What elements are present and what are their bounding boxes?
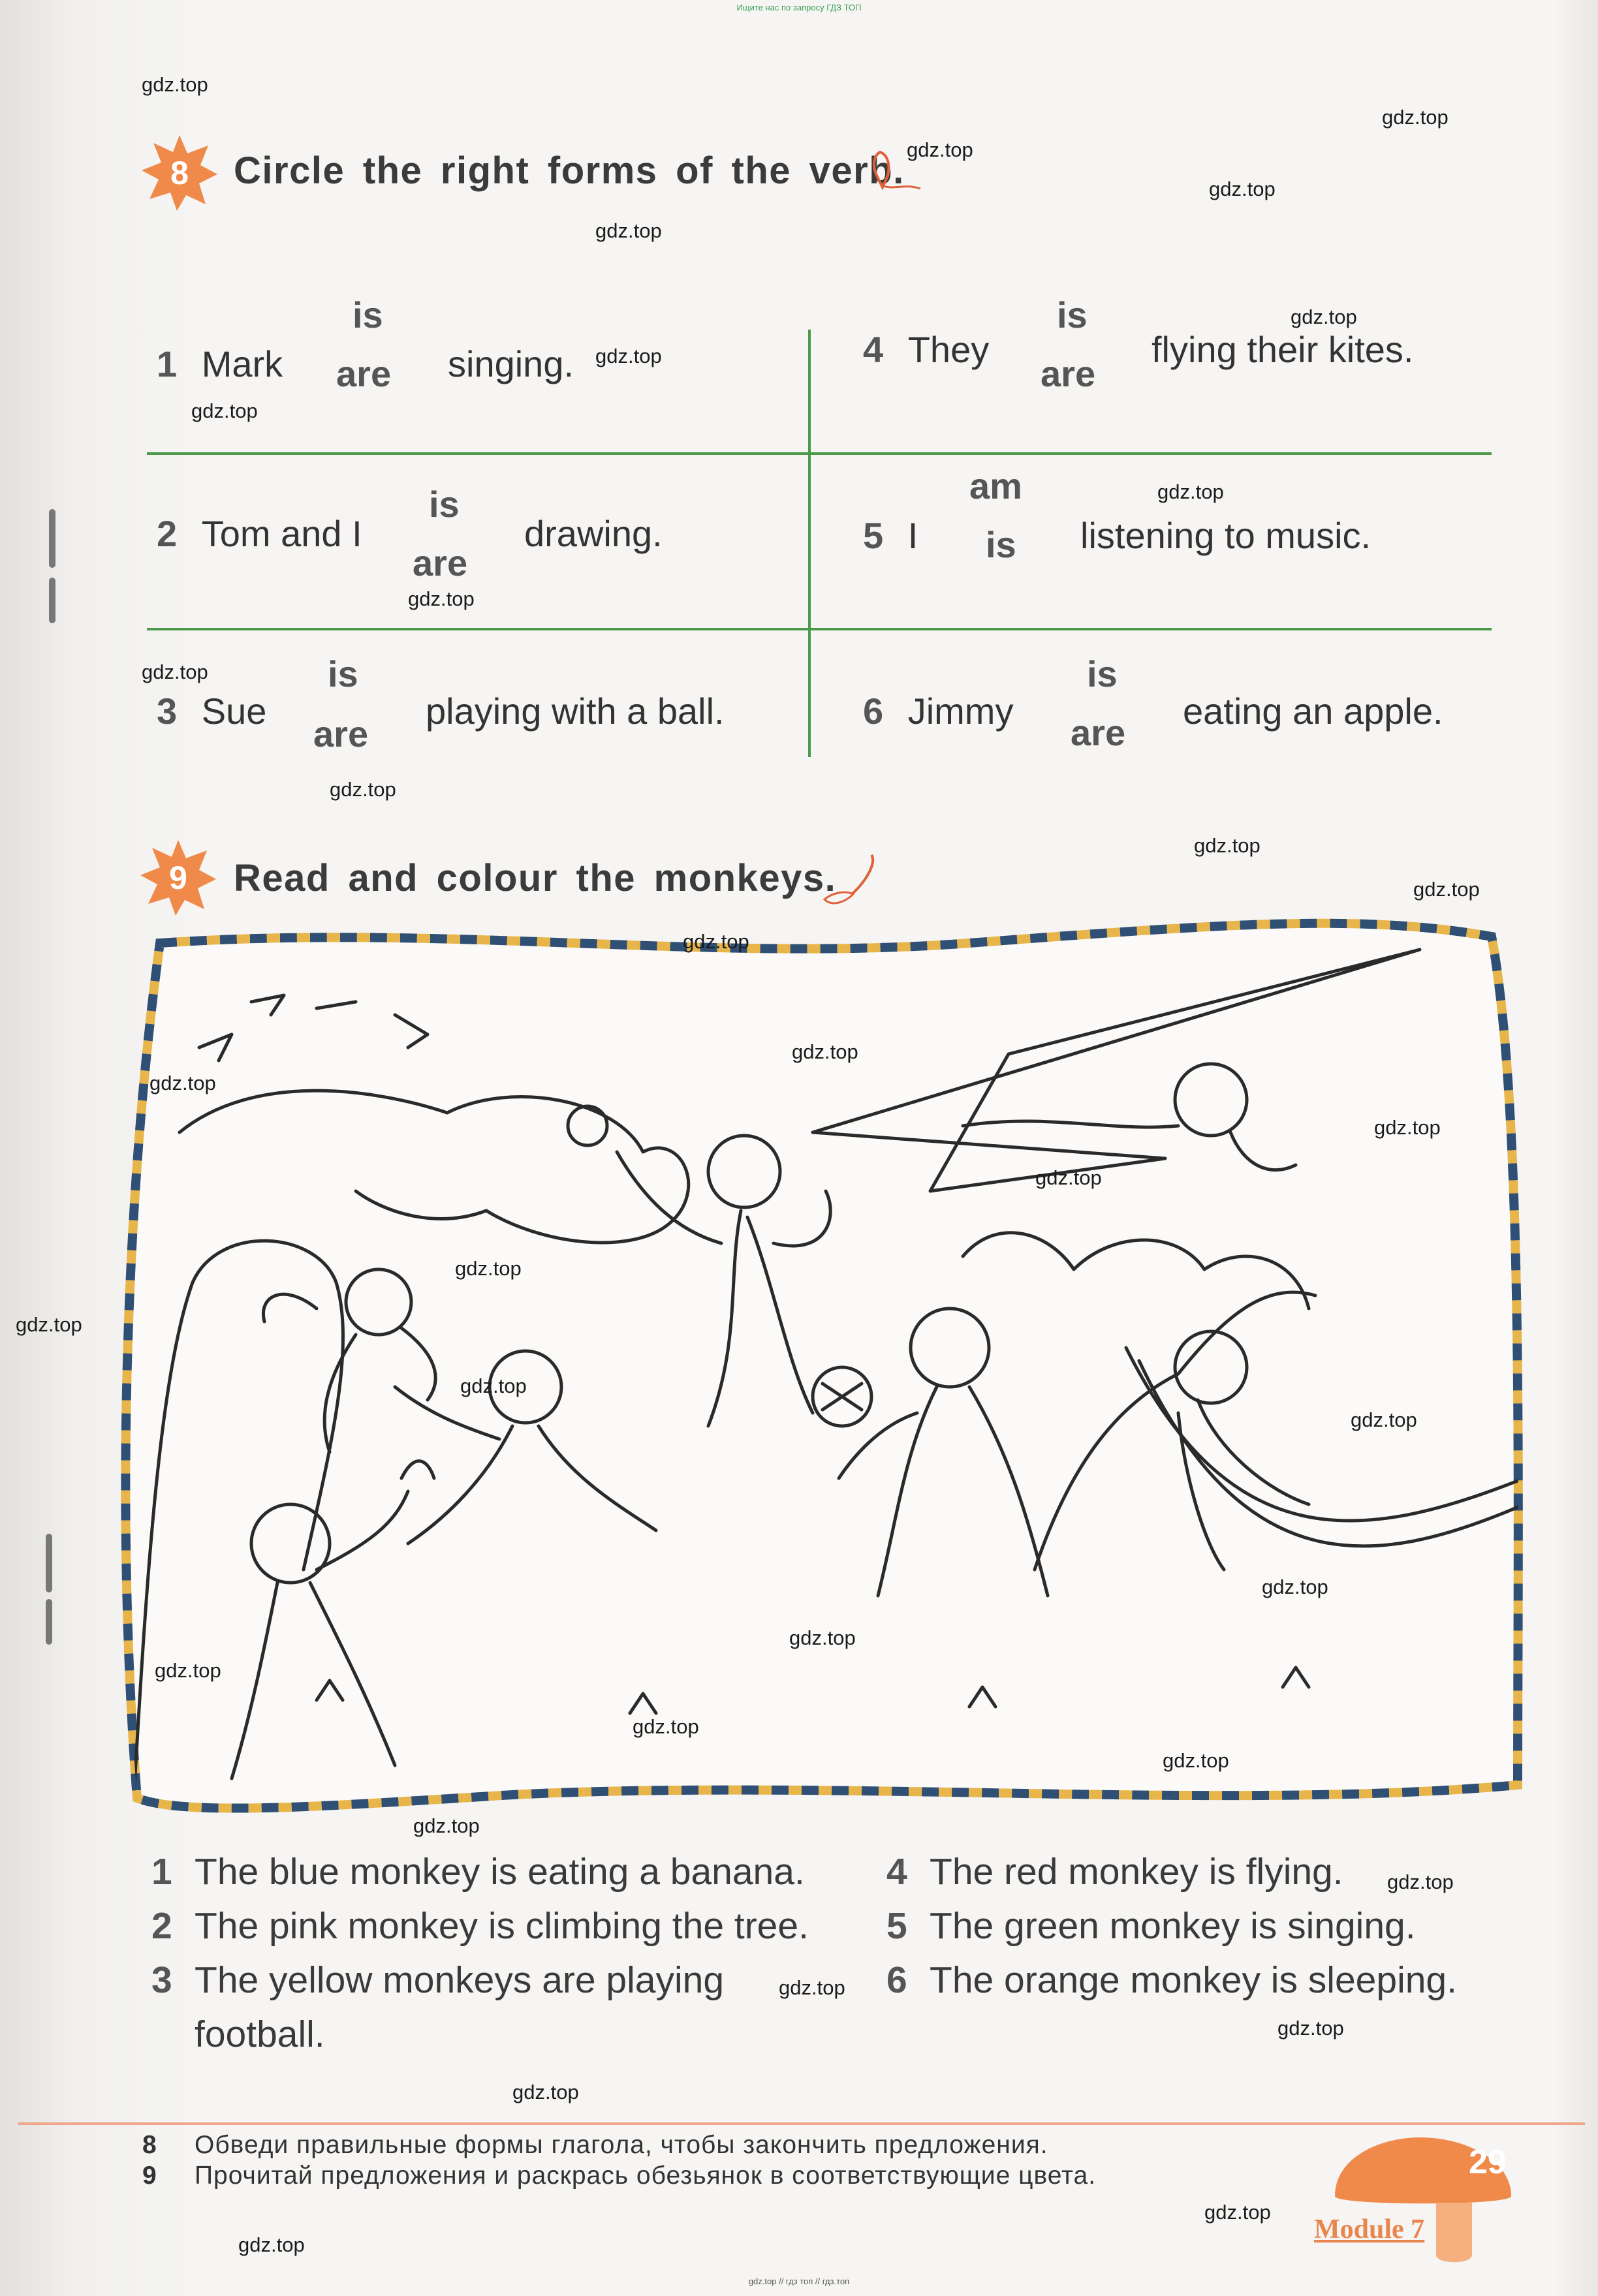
binding-mark — [49, 509, 55, 568]
option-is[interactable]: is — [328, 653, 358, 694]
watermark: gdz.top — [633, 1715, 699, 1738]
footer-number: 9 — [142, 2162, 157, 2190]
watermark: gdz.top — [792, 1040, 858, 1063]
item-subject: Mark — [201, 343, 283, 384]
crayon-icon — [819, 848, 891, 914]
option-are[interactable]: are — [1041, 353, 1096, 394]
sentence-1 — [151, 1850, 805, 1893]
option-are[interactable]: are — [336, 353, 392, 394]
watermark: gdz.top — [1291, 305, 1357, 328]
footer-instruction-8 — [142, 2131, 1048, 2160]
watermark: gdz.top — [1035, 1166, 1102, 1189]
option-is[interactable]: is — [1087, 653, 1118, 694]
binding-mark — [46, 1534, 52, 1592]
item-subject: They — [907, 329, 990, 370]
watermark: gdz.top — [1194, 834, 1261, 857]
watermark: gdz.top — [16, 1313, 82, 1336]
sentence-text: football. — [195, 2013, 325, 2055]
watermark: gdz.top — [1413, 878, 1480, 901]
watermark: gdz.top — [1374, 1116, 1441, 1139]
watermark: gdz.top — [1277, 2017, 1344, 2040]
watermark: gdz.top — [238, 2233, 305, 2256]
sentence-3-cont — [151, 2013, 325, 2056]
item-rest: drawing. — [524, 513, 663, 554]
watermark: gdz.top — [779, 1976, 845, 1999]
sentence-text: The green monkey is singing. — [930, 1905, 1416, 1947]
bottom-banner: gdz.top // гдз топ // гдз.топ — [748, 2276, 850, 2286]
top-banner: Ищите нас по запросу ГДЗ ТОП — [736, 3, 862, 12]
sentence-6 — [886, 1959, 1457, 2002]
column-divider — [808, 330, 811, 757]
watermark: gdz.top — [683, 930, 749, 953]
watermark: gdz.top — [789, 1626, 856, 1649]
item-rest: singing. — [448, 343, 574, 384]
item-number: 4 — [863, 329, 884, 370]
watermark: gdz.top — [455, 1257, 522, 1280]
sentence-2 — [151, 1904, 809, 1947]
footer-text: Прочитай предложения и раскрась обезьянок в соответствующие цвета. — [195, 2162, 1097, 2190]
option-is[interactable]: is — [986, 524, 1016, 565]
watermark: gdz.top — [155, 1659, 221, 1682]
watermark: gdz.top — [1351, 1408, 1417, 1431]
sentence-number: 2 — [151, 1905, 172, 1947]
watermark: gdz.top — [149, 1072, 216, 1094]
item-2 — [157, 512, 362, 555]
watermark: gdz.top — [1204, 2201, 1271, 2224]
row-divider — [147, 452, 1492, 455]
item-number: 1 — [157, 343, 178, 384]
item-5 — [863, 514, 918, 557]
watermark: gdz.top — [413, 1814, 480, 1837]
item-rest: flying their kites. — [1152, 329, 1414, 370]
sentence-4 — [886, 1850, 1343, 1893]
sentence-number: 5 — [886, 1905, 907, 1947]
sentence-number: 6 — [886, 1959, 907, 2001]
watermark: gdz.top — [408, 587, 475, 610]
item-rest: listening to music. — [1080, 515, 1371, 556]
item-4 — [863, 328, 989, 371]
sentence-text: The red monkey is flying. — [930, 1851, 1343, 1893]
option-are[interactable]: are — [413, 542, 468, 583]
footer-text: Обведи правильные формы глагола, чтобы закончить предложения. — [195, 2131, 1048, 2159]
item-rest: playing with a ball. — [426, 690, 725, 732]
binding-mark — [46, 1599, 52, 1645]
option-are[interactable]: are — [313, 713, 369, 754]
watermark: gdz.top — [460, 1374, 527, 1397]
sentence-text: The blue monkey is eating a banana. — [195, 1851, 805, 1893]
item-number: 5 — [863, 515, 884, 556]
option-am[interactable]: am — [969, 465, 1022, 506]
watermark: gdz.top — [330, 778, 396, 801]
module-label: Module 7 — [1314, 2214, 1425, 2244]
watermark: gdz.top — [191, 399, 258, 422]
option-is[interactable]: is — [1057, 294, 1088, 335]
item-rest: eating an apple. — [1183, 690, 1443, 732]
item-number: 3 — [157, 690, 178, 732]
watermark: gdz.top — [595, 345, 662, 367]
item-subject: Sue — [201, 690, 267, 732]
watermark: gdz.top — [142, 73, 208, 96]
item-subject: Jimmy — [907, 690, 1014, 732]
exercise-number: 9 — [169, 860, 187, 896]
item-subject: Tom and I — [201, 513, 362, 554]
item-subject: I — [907, 515, 918, 556]
sentence-text: The yellow monkeys are playing — [195, 1959, 725, 2001]
option-are[interactable]: are — [1071, 712, 1126, 753]
item-1 — [157, 343, 283, 385]
exercise-9-title: Read and colour the monkeys. — [234, 857, 837, 899]
item-number: 6 — [863, 690, 884, 732]
option-is[interactable]: is — [429, 484, 460, 525]
item-6 — [863, 690, 1013, 732]
watermark: gdz.top — [512, 2081, 579, 2103]
sentence-number: 4 — [886, 1851, 907, 1893]
watermark: gdz.top — [1382, 106, 1449, 129]
sentence-3 — [151, 1959, 724, 2002]
page-number: 29 — [1469, 2143, 1507, 2181]
row-divider — [147, 628, 1492, 630]
footer-number: 8 — [142, 2131, 157, 2159]
sentence-text: The orange monkey is sleeping. — [930, 1959, 1457, 2001]
watermark: gdz.top — [1163, 1749, 1229, 1772]
exercise-number: 8 — [170, 155, 189, 191]
item-number: 2 — [157, 513, 178, 554]
watermark: gdz.top — [142, 660, 208, 683]
watermark: gdz.top — [1157, 480, 1224, 503]
item-3 — [157, 690, 266, 732]
sentence-number: 3 — [151, 1959, 172, 2001]
footer-instruction-9 — [142, 2162, 1096, 2190]
watermark: gdz.top — [1209, 178, 1276, 200]
binding-mark — [49, 578, 55, 623]
watermark: gdz.top — [1262, 1575, 1328, 1598]
exercise-8-badge — [140, 134, 219, 212]
exercise-9-badge — [139, 839, 217, 917]
footer-divider — [18, 2122, 1585, 2125]
exercise-8-title: Circle the right forms of the verb. — [234, 149, 905, 192]
watermark: gdz.top — [595, 219, 662, 242]
watermark: gdz.top — [907, 138, 973, 161]
sentence-text: The pink monkey is climbing the tree. — [195, 1905, 809, 1947]
sentence-5 — [886, 1904, 1416, 1947]
sentence-number: 1 — [151, 1851, 172, 1893]
option-is[interactable]: is — [352, 294, 383, 335]
watermark: gdz.top — [1387, 1870, 1454, 1893]
